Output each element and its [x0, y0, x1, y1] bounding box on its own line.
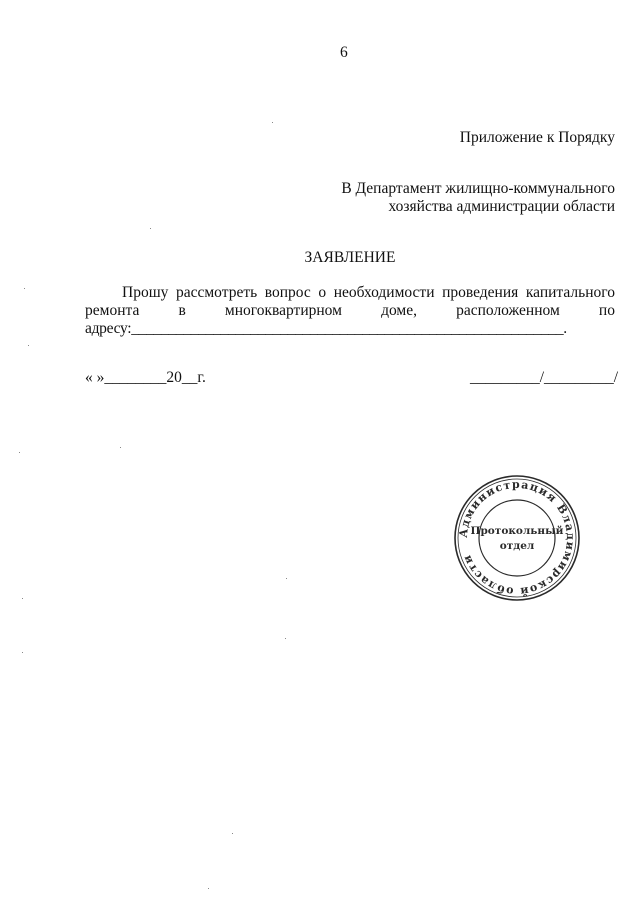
body-word: рассмотреть	[175, 284, 258, 301]
body-word: проведения	[442, 284, 519, 301]
seal-center-line-2: отдел	[499, 540, 535, 552]
scan-speck	[285, 638, 286, 639]
scan-speck	[120, 447, 121, 448]
seal-icon	[452, 473, 582, 603]
date-field: « »________20__г.	[85, 369, 206, 386]
signature-field: _________/_________/	[470, 369, 619, 386]
body-word: в	[178, 302, 186, 319]
body-line-2	[85, 302, 615, 320]
scan-speck	[19, 452, 20, 453]
scan-speck	[208, 888, 209, 889]
scan-speck	[28, 345, 29, 346]
body-word: Прошу	[122, 284, 169, 301]
official-seal	[452, 473, 582, 603]
document-title: ЗАЯВЛЕНИЕ	[304, 249, 396, 266]
scan-speck	[272, 122, 273, 123]
seal-center-line-1: Протокольный	[470, 525, 564, 537]
scan-speck	[22, 652, 23, 653]
body-word: капитального	[525, 284, 615, 301]
scan-speck	[286, 578, 287, 579]
body-word: по	[598, 302, 615, 319]
body-word: о	[318, 284, 327, 301]
scan-speck	[22, 598, 23, 599]
page-number: 6	[340, 44, 348, 61]
body-word: необходимости	[333, 284, 435, 301]
body-word: ремонта	[85, 302, 140, 319]
appendix-label: Приложение к Порядку	[459, 129, 615, 146]
body-word: расположенном	[456, 302, 560, 319]
scan-speck	[232, 833, 233, 834]
svg-text:Администрация Владимирской обл	[457, 478, 577, 598]
address-field: адресу:__________________________________________________________.	[85, 320, 567, 337]
addressee-line-1: В Департамент жилищно-коммунального	[341, 180, 615, 197]
scan-speck	[24, 288, 25, 289]
body-word: многоквартирном	[224, 302, 342, 319]
body-word: вопрос	[264, 284, 311, 301]
scan-speck	[150, 228, 151, 229]
seal-ring-text: Администрация Владимирской области	[456, 477, 578, 599]
addressee-line-2: хозяйства администрации области	[388, 198, 615, 215]
body-word: доме,	[381, 302, 417, 319]
body-line-1	[122, 284, 615, 302]
